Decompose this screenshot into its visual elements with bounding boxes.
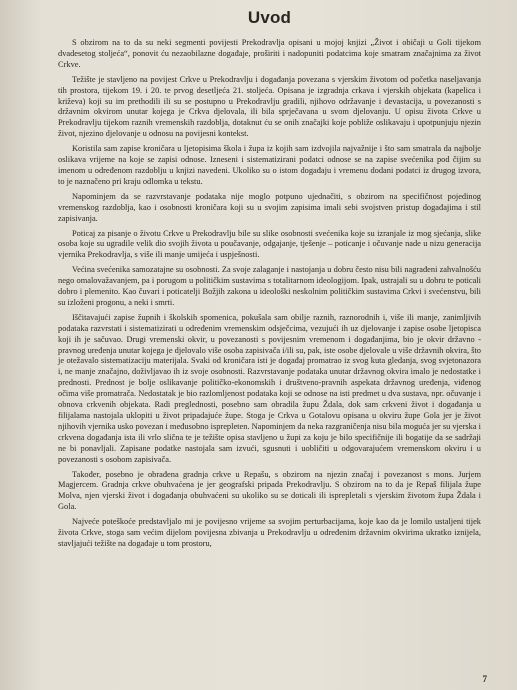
paragraph: Najveće poteškoće predstavljalo mi je povijesno vrijeme sa svojim perturbacijama, koje kao da je lomilo ustaljeni tijek života Crkve, stoga sam većim dijelom povijesna zbivanja u Prekodravlju u određenim državnim okvirima ukratko iznijela, stavljajući težište na događaje u tom prostoru, (58, 517, 481, 548)
page-title: Uvod (247, 8, 292, 27)
paragraph: Također, posebno je obrađena gradnja crkve u Repašu, s obzirom na njezin značaj i povezanost s mons. Jurjem Magjercem. Gradnja crkve obuhvaćena je jer geografski pripada Prekodravlju. S obzirom na to da je Repaš filijala župe Molva, njen vjerski život i događanja obuhvaćeni su ukoliko su se doticali ili isprepletali s vjerskim životom župa Ždala i Gola. (58, 469, 481, 512)
page-number: 7 (482, 674, 487, 684)
paragraph: Napominjem da se razvrstavanje podataka nije moglo potpuno ujednačiti, s obzirom na specifičnost pojedinog vremenskog razdoblja, kao i osobnosti kroničara koji su u svojim zapisima imali sebi svojstven pristup događajima i stil zapisivanja. (58, 191, 481, 223)
paragraph: S obzirom na to da su neki segmenti povijesti Prekodravlja opisani u mojoj knjizi „Život i običaji u Goli tijekom dvadesetog stoljeća“, ponovit ću nezaobilazne događaje, proširiti i nadopuniti podatcima koje smatram značajnima za život Crkve. (58, 38, 481, 69)
paragraph: Većina svećenika samozatajne su osobnosti. Za svoje zalaganje i nastojanja u dobru često nisu bili nagrađeni zahvalnošću nego omalovažavanjem, pa i porugom u političkim sustavima s totalitarnom ideologijom. Ipak, ustrajali su u dobru te poticali dobro i plemenito. Kao čuvari i poticatelji Božjih zakona u ideološki neskolnim političkim sustavima Crkvi i svećenstvu, bili su izloženi progonu, a neki i smrti. (58, 265, 481, 307)
paragraph: Težište je stavljeno na povijest Crkve u Prekodravlju i događanja povezana s vjerskim životom od početka naseljavanja tih prostora, tijekom 19. i 20. te prvog desetljeća 21. stoljeća. Opisana je izgradnja crkava i vjerskih objekata (kapelica i križeva) koji su im prethodili ili su se postupno u Prekodravlju gradili, njihovo održavanje i devastacija, u povezanosti s državnim okvirom unutar kojega je Crkva djelovala, ili bila sprječavana u svom djelovanju. U opisu života Crkve u Prekodravlju tijekom raznih vremenskih razdoblja, dotaknut ću se onih značajki koje pobliže oslikavaju i upotpunjuju njezin život, njezino djelovanje u odnosu na povijesni kontekst. (58, 74, 481, 139)
paragraph: Iščitavajući zapise župnih i školskih spomenica, pokušala sam obilje raznih, raznorodnih i, više ili manje, zanimljivih podataka razvrstati i sistematizirati u određenim vremenskim odsječcima, vezujući ih uz djelovanje i zapise osobe ljetopisca koji ih je sačuvao. Drugi vremenski okvir, u povezanosti s povijesnim vremenom i događanjima, bio je okvir državno - pravnog uređenja unutar kojega je djelovalo više osoba zapisivača i/ili su, pak, iste osobe djelovale u više državnih okvira, što je otežavalo sistematizaciju materijala. Svaki od kroničara isti je događaj promatrao iz svog kuta gledanja, svog svjetonazora i, ne manje značajno, doživljavao ih iz svoje osobnosti. Razvrstavanje podataka unutar državnog okvira imalo je nedostatke i prednosti. Prednost je bolje oslikavanje političko-ekonomskih i društveno-pravnih aspekata državnog uređenja, viđenog očima više promatrača. Nedostatak je bio razlomljenost podataka koji se odnose na isti predmet u dva sustava, npr. očuvanje i obnova crkvenih objekata. Radi preglednosti, posebno sam obradila župu Ždala, dok sam crkveni život i događanja u filijalama nastojala uklopiti u život pripadajuće župe. Stoga je Crkva u Gotalovu opisana u okviru župe Gola jer je život njihovih vjernika usko povezan i međusobno isprepleten. Napominjem da neka razgraničenja nisu bila moguća jer su vjerska i crkvena događanja ista ili vrlo slična te je težište opisa stavljeno u župi za koju je bilo specifičnije ili bogatije da se sadržaji ne bi ponavljali. Zapisane podatke nastojala sam izvući, sgusnuti i uobličiti u odgovarajućem vremenskom okviru i u povezanosti s osobom zapisivača. (58, 312, 481, 464)
paragraph: Koristila sam zapise kroničara u ljetopisima škola i župa iz kojih sam izdvojila najvažnije i što sam smatrala da najbolje oslikava vrijeme na koje se zapisi odnose. Izneseni i sistematizirani podatci odnose se na zapise svećenika pod čijim su imenom u određenom razdoblju u knjizi navedeni. Ukoliko su o istom događaju i vremenu dodani podatci iz drugog izvora, to je naznačeno pri kraju odlomka u tekstu. (58, 144, 481, 186)
paragraph: Poticaj za pisanje o životu Crkve u Prekodravlju bile su slike osobnosti svećenika koje su izranjale iz mog sjećanja, slike osoba koje su ugradile velik dio svojih života u poučavanje, odgajanje, tješenje – poticanje i očuvanje nade u nizu generacija vjernika Prekodravlja, s više ili manje umijeća i uspješnosti. (58, 228, 481, 260)
body-text (58, 38, 481, 550)
